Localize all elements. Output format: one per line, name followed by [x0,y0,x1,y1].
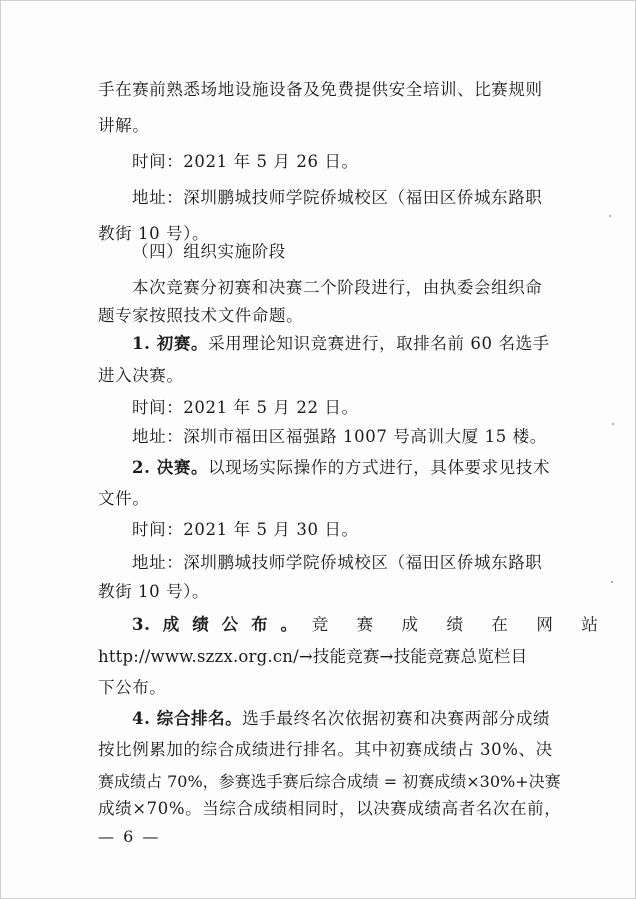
text-line: 教街 10 号）。 [98,582,210,601]
subheading-bold: 2. 决赛。 [132,458,209,477]
text-line: 成绩×70%。当综合成绩相同时，以决赛成绩高者名次在前， [98,799,562,818]
text-line: 讲解。 [98,116,150,135]
text-line: 地址：深圳市福田区福强路 1007 号高训大厦 15 楼。 [132,427,547,446]
subheading-bold: 3. 成 绩 公 布 。 [132,615,298,634]
text-line: 时间：2021 年 5 月 22 日。 [132,398,359,417]
text-line: 2. 决赛。以现场实际操作的方式进行，具体要求见技术 [132,458,551,477]
text-line: 时间：2021 年 5 月 30 日。 [132,520,359,539]
text-line: 按比例累加的综合成绩进行排名。其中初赛成绩占 30%、决 [98,740,553,759]
scan-speck [612,423,614,425]
text-line: 4. 综合排名。选手最终名次依据初赛和决赛两部分成绩 [132,709,551,728]
text-line: 1. 初赛。采用理论知识竞赛进行，取排名前 60 名选手 [132,334,550,353]
text-line: 题专家按照技术文件命题。 [98,306,304,325]
text-line: 时间：2021 年 5 月 26 日。 [132,152,359,171]
page-number: — 6 — [98,827,161,846]
text-line: 地址：深圳鹏城技师学院侨城校区（福田区侨城东路职 [132,553,543,572]
scan-speck [609,215,611,217]
text-line: 文件。 [98,489,150,508]
text-line: 赛成绩占 70%，参赛选手赛后综合成绩 = 初赛成绩×30%+决赛 [98,772,561,791]
subheading-bold: 1. 初赛。 [132,334,209,353]
text-line: 下公布。 [98,678,167,697]
subheading-bold: 4. 综合排名。 [132,709,243,728]
text-line: 3. 成 绩 公 布 。 竞 赛 成 绩 在 网 站 [132,615,599,634]
section-heading: （四）组织实施阶段 [132,242,286,261]
text-line: 手在赛前熟悉场地设施设备及免费提供安全培训、比赛规则 [98,80,543,99]
text-line: 进入决赛。 [98,366,184,385]
text-line: 地址：深圳鹏城技师学院侨城校区（福田区侨城东路职 [132,188,543,207]
text-line: 本次竞赛分初赛和决赛二个阶段进行，由执委会组织命 [132,278,543,297]
scan-speck [611,581,613,583]
text-line: 教街 10 号）。 [98,224,210,243]
url-line: http://www.szzx.org.cn/→技能竞赛→技能竞赛总览栏目 [98,647,528,666]
